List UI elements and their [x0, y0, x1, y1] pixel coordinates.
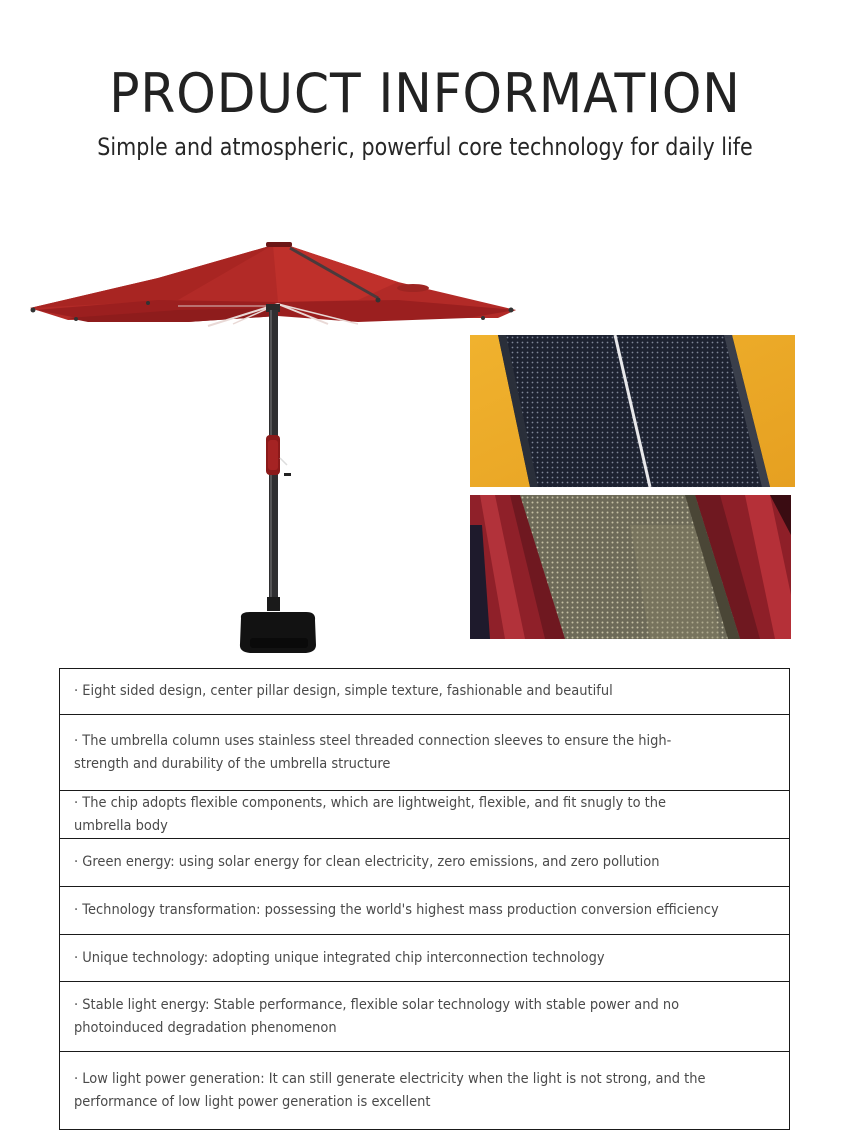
feature-text: · The umbrella column uses stainless steel threaded connection sleeves to ensure the high-strength and durability of the umbrella structure — [74, 732, 672, 772]
feature-text: · Technology transformation: possessing the world's highest mass production conversion efficiency — [74, 902, 719, 918]
umbrella-product-image — [28, 240, 528, 660]
feature-text: · Green energy: using solar energy for clean electricity, zero emissions, and zero pollution — [74, 854, 660, 870]
solar-strip-detail-photo-red — [470, 495, 791, 639]
feature-row — [60, 935, 789, 982]
feature-row — [60, 887, 789, 935]
feature-text: · Low light power generation: It can still generate electricity when the light is not strong, and the performance of low light power generation is excellent — [74, 1070, 706, 1110]
feature-row — [60, 715, 789, 791]
feature-text: · Stable light energy: Stable performance, flexible solar technology with stable power and no photoinduced degradation phenomenon — [74, 996, 680, 1036]
feature-row — [60, 1052, 789, 1129]
feature-row — [60, 791, 789, 839]
solar-panel-on-red-fabric-image — [470, 495, 791, 639]
page-title: PRODUCT INFORMATION — [109, 62, 741, 125]
feature-row — [60, 982, 789, 1052]
feature-text: · The chip adopts flexible components, which are lightweight, flexible, and fit snugly to the umbrella body — [74, 794, 667, 834]
feature-text: · Eight sided design, center pillar design, simple texture, fashionable and beautiful — [74, 683, 613, 699]
page-subtitle: Simple and atmospheric, powerful core technology for daily life — [97, 133, 753, 161]
features-table — [59, 668, 790, 1130]
feature-text: · Unique technology: adopting unique integrated chip interconnection technology — [74, 949, 605, 966]
feature-row — [60, 669, 789, 715]
solar-panel-on-yellow-image — [470, 335, 795, 487]
feature-row — [60, 839, 789, 887]
solar-strip-detail-photo-yellow — [470, 335, 795, 487]
